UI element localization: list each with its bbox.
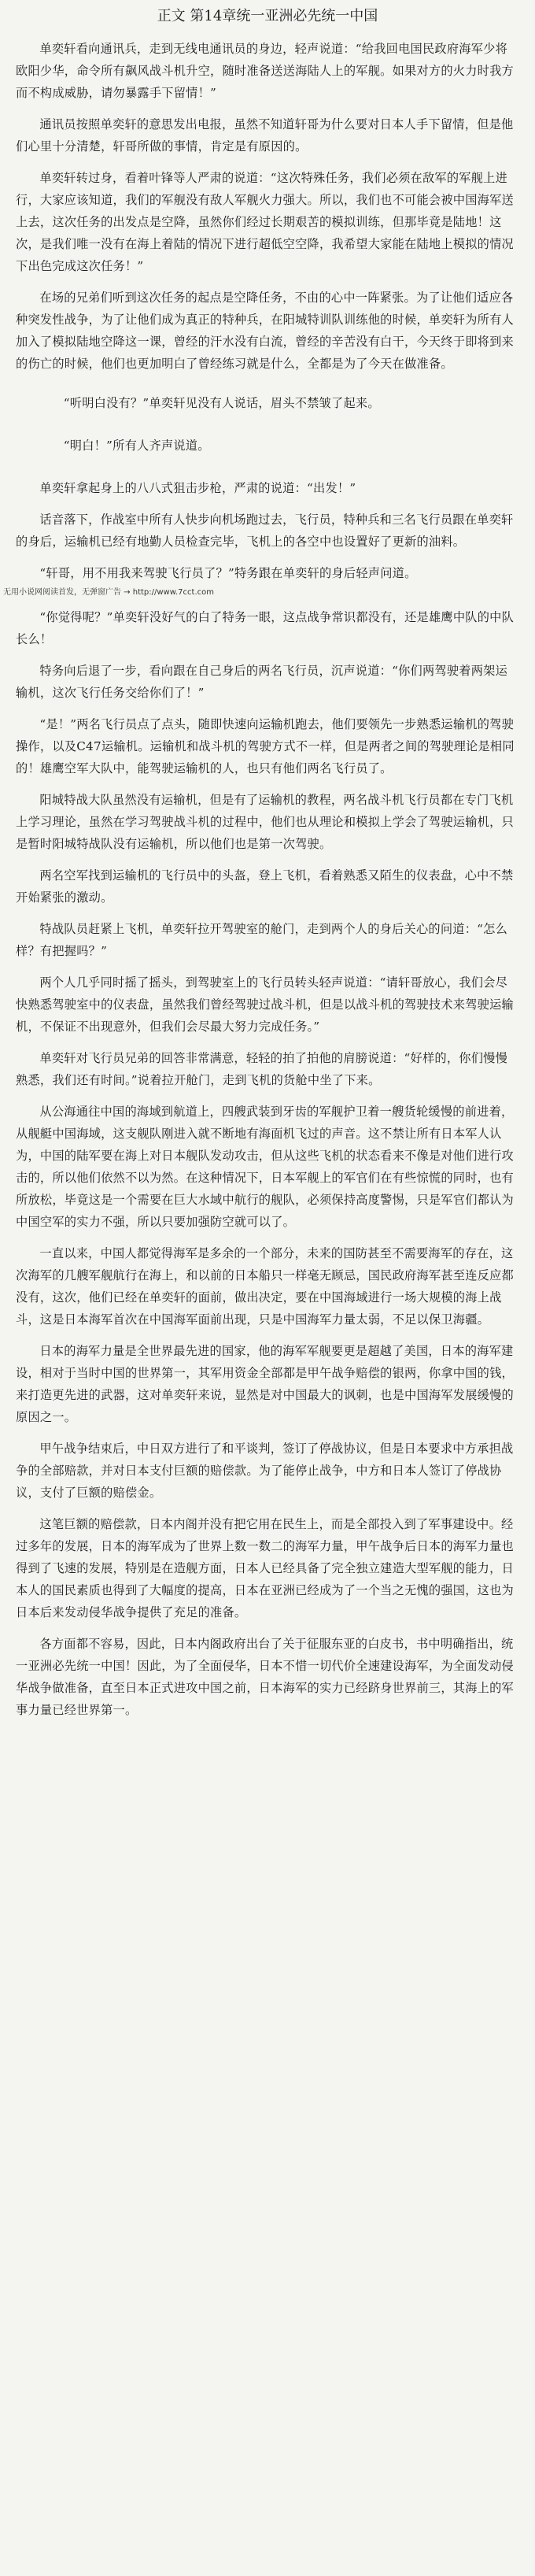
paragraph: 甲午战争结束后，中日双方进行了和平谈判，签订了停战协议，但是日本要求中方承担战争的全部赔款，并对日本支付巨额的赔偿款。为了能停止战争，中方和日本人签订了停战协议，支付了巨额的赔偿金。: [16, 1442, 514, 1500]
paragraph: 话音落下，作战室中所有人快步向机场跑过去，飞行员，特种兵和三名飞行员跟在单奕轩的身后，运输机已经有地勤人员检查完毕，飞机上的各空中也设置好了更新的油料。: [16, 513, 514, 549]
paragraph: 阳城特战大队虽然没有运输机，但是有了运输机的教程，两名战斗机飞行员都在专门飞机上学习理论，虽然在学习驾驶战斗机的过程中，他们也从理论和模拟上学会了驾驶运输机，只是暂时阳城特战队没有运输机，所以他们也是第一次驾驶。: [16, 793, 514, 851]
paragraph: “是！”两名飞行员点了点头，随即快速向运输机跑去，他们要领先一步熟悉运输机的驾驶操作，以及C47运输机。运输机和战斗机的驾驶方式不一样，但是两者之间的驾驶理论是相同的！雄鹰空军大队中，能驾驶运输机的人，也只有他们两名飞行员了。: [16, 717, 515, 775]
chapter-title: 正文 第14章统一亚洲必先统一中国: [157, 8, 378, 24]
paragraph: “明白！”所有人齐声说道。: [63, 439, 210, 453]
paragraph: 单奕轩看向通讯兵，走到无线电通讯员的身边，轻声说道：“给我回电国民政府海军少将欧阳少华，命令所有飙风战斗机升空，随时准备送送海陆人上的军舰。如果对方的火力时我方而不构成威胁，请勿暴露手下留情！”: [16, 42, 514, 100]
paragraph: 这笔巨额的赔偿款，日本内阁并没有把它用在民生上，而是全部投入到了军事建设中。经过多年的发展，日本的海军成为了世界上数一数二的海军力量，甲午战争后日本的海军力量也得到了飞速的发展，特别是在造舰方面，日本人已经具备了完全独立建造大型军舰的能力，日本人的国民素质也得到了大幅度的提高，日本在亚洲已经成为了一个当之无愧的强国，这也为日本后来发动侵华战争提供了充足的准备。: [16, 1517, 514, 1619]
paragraph: “你觉得呢？”单奕轩没好气的白了特务一眼，这点战争常识都没有，还是雄鹰中队的中队长么！: [16, 610, 515, 646]
paragraph: “轩哥，用不用我来驾驶飞行员了？”特务跟在单奕轩的身后轻声问道。: [39, 566, 417, 580]
paragraph: “听明白没有？”单奕轩见没有人说话，眉头不禁皱了起来。: [63, 396, 380, 410]
paragraph: 两个人几乎同时摇了摇头，到驾驶室上的飞行员转头轻声说道：“请轩哥放心，我们会尽快熟悉驾驶室中的仪表盘，虽然我们曾经驾驶过战斗机，但是以战斗机的驾驶技术来驾驶运输机，不保证不出现意外，但我们会尽最大努力完成任务。”: [16, 975, 514, 1034]
paragraph: 从公海通往中国的海域到航道上，四艘武装到牙齿的军舰护卫着一艘货轮缓慢的前进着，从舰艇中国海域，这支舰队刚进入就不断地有海面机飞过的声音。这不禁让所有日本军人认为，中国的陆军要在海上对日本舰队发动攻击，但从这些飞机的状态看来不像是对他们进行攻击的，所以他们依然不以为然。在这种情况下，日本军舰上的军官们在有些惊慌的同时，也有所放松，毕竟这是一个需要在巨大水域中航行的舰队，必须保持高度警惕，只是军官们都认为中国空军的实力不强，所以只要加强防空就可以了。: [16, 1105, 514, 1229]
paragraph: 单奕轩对飞行员兄弟的回答非常满意，轻轻的拍了拍他的肩膀说道：“好样的，你们慢慢熟悉，我们还有时间。”说着拉开舱门，走到飞机的货舱中坐了下来。: [16, 1051, 508, 1087]
paragraph: 日本的海军力量是全世界最先进的国家，他的海军军舰要更是超越了美国，日本的海军建设，相对于当时中国的世界第一，其军用资金全部都是甲午战争赔偿的银两，你拿中国的钱，来打造更先进的武器，这对单奕轩来说，显然是对中国最大的讽刺，也是中国海军发展缓慢的原因之一。: [16, 1344, 514, 1424]
paragraph: 在场的兄弟们听到这次任务的起点是空降任务，不由的心中一阵紧张。为了让他们适应各种突发性战争，为了让他们成为真正的特种兵，在阳城特训队训练他的时候，单奕轩为所有人加入了模拟陆地空降这一课，曾经的汗水没有白流，曾经的辛苦没有白干，今天终于即将到来的伤亡的时候，他们也更加明白了曾经练习就是什么，全都是为了今天在做准备。: [16, 291, 514, 371]
paragraph: 单奕轩拿起身上的八八式狙击步枪，严肃的说道：“出发！”: [39, 481, 356, 495]
paragraph: 各方面都不容易，因此，日本内阁政府出台了关于征服东亚的白皮书，书中明确指出，统一亚洲必先统一中国！因此，为了全面侵华，日本不惜一切代价全速建设海军，为全面发动侵华战争做准备，直至日本正式进攻中国之前，日本海军的实力已经跻身世界前三，其海上的军事力量已经世界第一。: [16, 1637, 514, 1717]
paragraph: 通讯员按照单奕轩的意思发出电报，虽然不知道轩哥为什么要对日本人手下留情，但是他们心里十分清楚，轩哥所做的事情，肯定是有原因的。: [16, 117, 514, 154]
paragraph: 单奕轩转过身，看着叶锋等人严肃的说道：“这次特殊任务，我们必须在敌军的军舰上进行，大家应该知道，我们的军舰没有敌人军舰火力强大。所以，我们也不可能会被中国海军送上去，这次任务的出发点是空降，虽然你们经过长期艰苦的模拟训练，但那毕竟是陆地！这次，是我们唯一没有在海上着陆的情况下进行超低空空降，我希望大家能在陆地上模拟的情况下出色完成这次任务！”: [16, 171, 514, 273]
paragraph: 特务向后退了一步，看向跟在自己身后的两名飞行员，沉声说道：“你们两驾驶着两架运输机，这次飞行任务交给你们了！”: [16, 664, 508, 700]
paragraph: 特战队员赶紧上飞机，单奕轩拉开驾驶室的舱门，走到两个人的身后关心的问道：“怎么样？有把握吗？”: [16, 922, 508, 958]
paragraph: 两名空军找到运输机的飞行员中的头盔，登上飞机，看着熟悉又陌生的仪表盘，心中不禁开始紧张的激动。: [16, 868, 514, 905]
paragraph: 一直以来，中国人都觉得海军是多余的一个部分，未来的国防甚至不需要海军的存在，这次海军的几艘军舰航行在海上，和以前的日本船只一样毫无顾忌，国民政府海军甚至连反应都没有，这次，他们已经在单奕轩的面前，做出决定，要在中国海域进行一场大规模的海上战斗，这是日本海军首次在中国海军面前出现，只是中国海军力量太弱，不足以保卫海疆。: [16, 1246, 514, 1327]
watermark-link[interactable]: 无用小说网阅读首发，无弹窗广告 → http://www.7cct.com: [3, 588, 214, 597]
